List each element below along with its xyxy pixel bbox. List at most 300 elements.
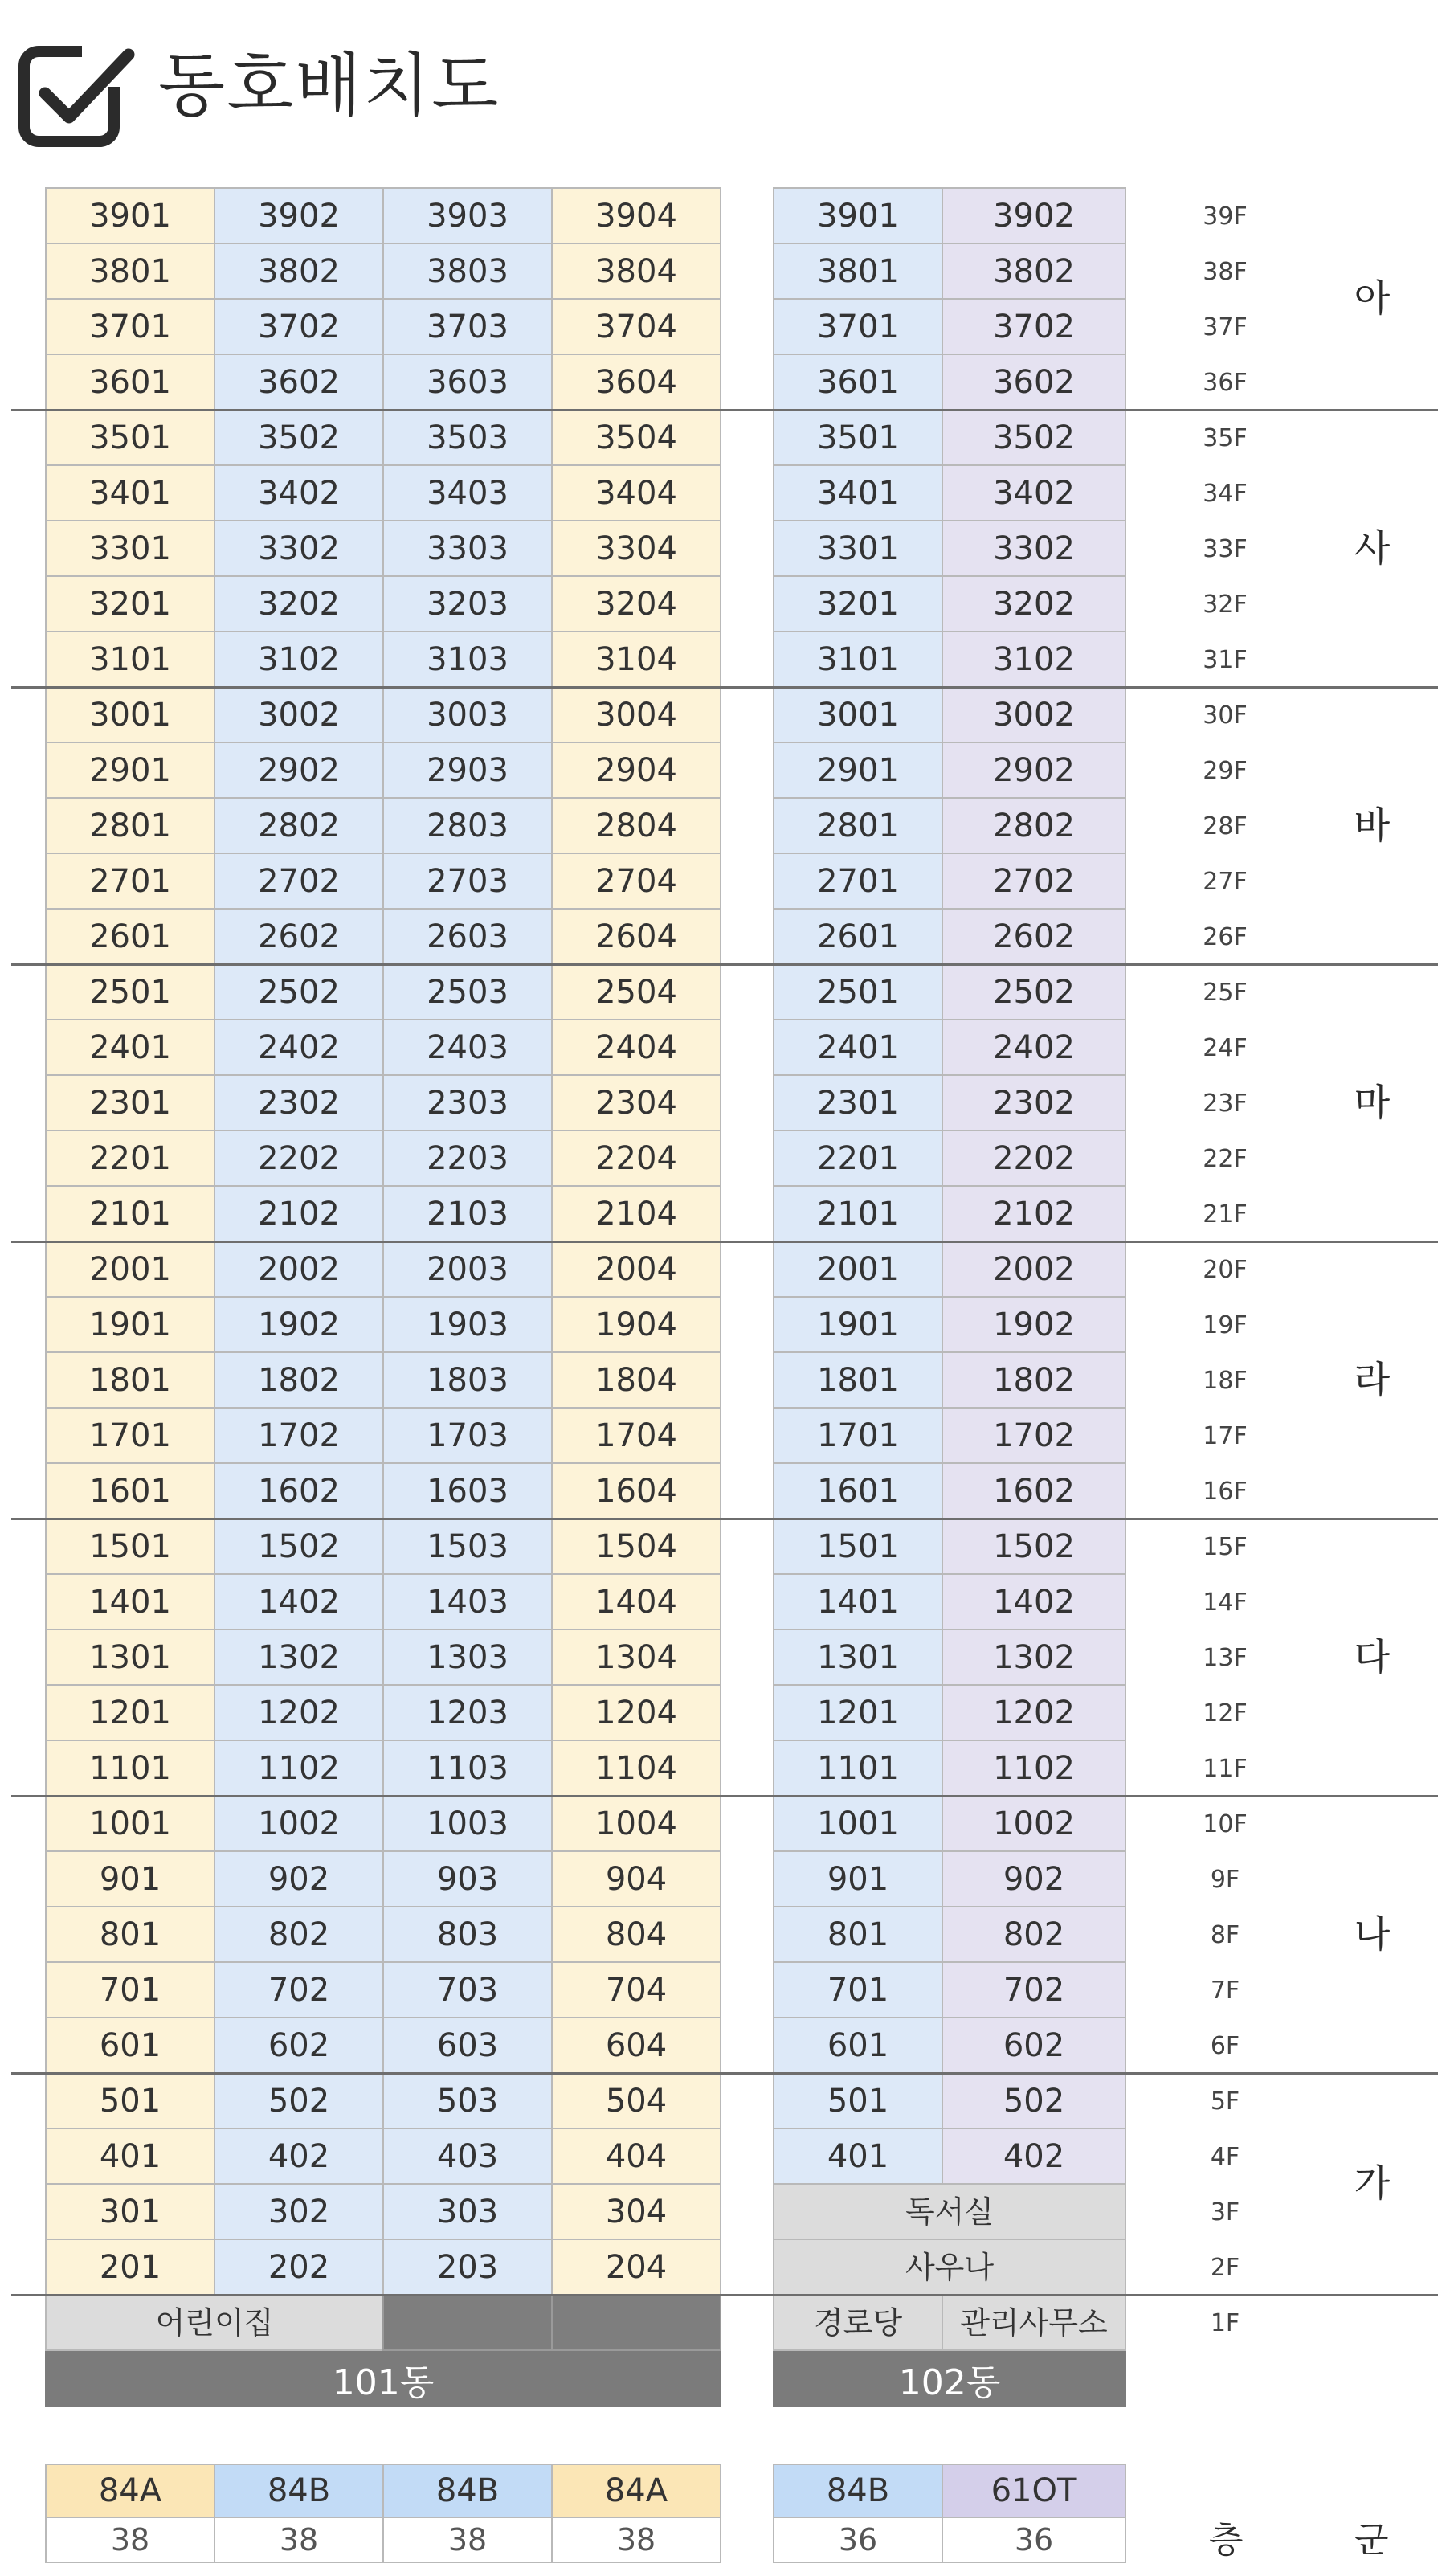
unit-cell[interactable]: 1604 [551,1462,721,1519]
unit-cell[interactable]: 902 [214,1850,384,1907]
floor-label: 19F [1203,1311,1248,1339]
unit-cell[interactable]: 1802 [214,1351,384,1409]
unit-cell[interactable]: 2801 [773,797,943,854]
group-column-label: 군 [1354,2520,1389,2561]
unit-cell[interactable]: 2002 [214,1241,384,1298]
unit-cell[interactable]: 2304 [551,1074,721,1131]
page-title: 동호배치도 [158,46,500,126]
unit-cell[interactable]: 3903 [382,187,553,244]
unit-cell[interactable]: 2802 [942,797,1126,854]
unit-cell[interactable]: 3904 [551,187,721,244]
unit-cell[interactable]: 1003 [382,1795,553,1852]
floor-group-label: 사 [1354,525,1391,570]
unit-cell[interactable]: 1501 [45,1518,215,1575]
floor-group-label: 아 [1354,276,1391,320]
unit-cell[interactable]: 1504 [551,1518,721,1575]
floor-label: 1F [1210,2309,1240,2337]
unit-cell[interactable]: 3301 [45,520,215,577]
unit-cell[interactable]: 3403 [382,464,553,521]
group-divider [11,686,1438,689]
unit-cell[interactable]: 1902 [214,1296,384,1353]
floor-label: 39F [1203,202,1248,231]
unit-cell[interactable]: 702 [942,1961,1126,2018]
unit-cell[interactable]: 3103 [382,631,553,688]
unit-cell[interactable]: 1904 [551,1296,721,1353]
unit-cell[interactable]: 3701 [45,298,215,355]
unit-cell[interactable]: 1803 [382,1351,553,1409]
unit-cell[interactable]: 3302 [942,520,1126,577]
floor-label: 9F [1210,1866,1240,1894]
unit-cell[interactable]: 402 [942,2128,1126,2185]
unit-cell[interactable]: 3802 [214,243,384,300]
floor-group-label: 나 [1354,1912,1391,1956]
unit-cell[interactable]: 2201 [45,1130,215,1187]
floor-label: 23F [1203,1090,1248,1118]
floor-label: 10F [1203,1810,1248,1838]
unit-cell[interactable]: 1101 [773,1740,943,1797]
unit-cell[interactable]: 1903 [382,1296,553,1353]
unit-cell[interactable]: 2601 [45,908,215,965]
unit-cell[interactable]: 2401 [773,1019,943,1076]
unit-cell[interactable]: 3801 [45,243,215,300]
unit-cell[interactable]: 3102 [214,631,384,688]
unit-cell[interactable]: 3101 [773,631,943,688]
floor-label: 6F [1210,2032,1240,2060]
unit-cell[interactable]: 3001 [773,686,943,743]
unit-cell[interactable]: 902 [942,1850,1126,1907]
unit-cell[interactable]: 2702 [942,853,1126,910]
unit-cell[interactable]: 2702 [214,853,384,910]
unit-cell[interactable]: 1801 [45,1351,215,1409]
floor-label: 36F [1203,369,1248,397]
unit-cell[interactable]: 502 [214,2072,384,2129]
unit-cell[interactable]: 401 [773,2128,943,2185]
unit-cell[interactable]: 2902 [214,742,384,799]
unit-cell[interactable]: 3404 [551,464,721,521]
unit-cell[interactable]: 802 [214,1906,384,1963]
floor-label: 22F [1203,1145,1248,1173]
ground-floor-empty [382,2294,553,2351]
unit-cell[interactable]: 1501 [773,1518,943,1575]
unit-cell[interactable]: 501 [45,2072,215,2129]
floor-group-label: 라 [1354,1357,1391,1401]
unit-count: 38 [214,2517,384,2563]
unit-cell[interactable]: 2901 [45,742,215,799]
unit-cell[interactable]: 3902 [214,187,384,244]
unit-cell[interactable]: 1303 [382,1629,553,1686]
unit-cell[interactable]: 2901 [773,742,943,799]
unit-cell[interactable]: 1101 [45,1740,215,1797]
unit-cell[interactable]: 3703 [382,298,553,355]
floor-label: 4F [1210,2143,1240,2171]
unit-cell[interactable]: 3004 [551,686,721,743]
unit-cell[interactable]: 1804 [551,1351,721,1409]
unit-cell[interactable]: 2301 [45,1074,215,1131]
unit-cell[interactable]: 1204 [551,1684,721,1741]
unit-cell[interactable]: 2603 [382,908,553,965]
floor-group-label: 다 [1354,1634,1391,1678]
unit-cell[interactable]: 2102 [942,1185,1126,1242]
floor-label: 33F [1203,535,1248,563]
unit-cell[interactable]: 3603 [382,354,553,411]
unit-cell[interactable]: 3601 [45,354,215,411]
unit-type-label: 84B [773,2464,943,2518]
facility-cell: 독서실 [773,2183,1126,2240]
unit-cell[interactable]: 2103 [382,1185,553,1242]
checkbox-checked-icon [18,40,138,153]
unit-cell[interactable]: 2104 [551,1185,721,1242]
unit-count: 36 [942,2517,1126,2563]
floor-label: 3F [1210,2198,1240,2226]
floor-label: 13F [1203,1644,1248,1672]
unit-cell[interactable]: 2001 [45,1241,215,1298]
unit-cell[interactable]: 2802 [214,797,384,854]
unit-cell[interactable]: 2203 [382,1130,553,1187]
unit-cell[interactable]: 1004 [551,1795,721,1852]
unit-cell[interactable]: 1801 [773,1351,943,1409]
ground-floor-facility: 어린이집 [45,2294,384,2351]
floor-label: 28F [1203,812,1248,840]
unit-cell[interactable]: 202 [214,2239,384,2296]
unit-cell[interactable]: 1902 [942,1296,1126,1353]
unit-cell[interactable]: 2301 [773,1074,943,1131]
unit-cell[interactable]: 3104 [551,631,721,688]
unit-cell[interactable]: 3202 [942,575,1126,632]
unit-cell[interactable]: 403 [382,2128,553,2185]
unit-cell[interactable]: 3803 [382,243,553,300]
floor-column-label: 층 [1209,2520,1244,2561]
unit-cell[interactable]: 2302 [942,1074,1126,1131]
floor-label: 5F [1210,2087,1240,2116]
unit-cell[interactable]: 3501 [773,409,943,466]
unit-cell[interactable]: 2101 [45,1185,215,1242]
unit-cell[interactable]: 3003 [382,686,553,743]
unit-cell[interactable]: 504 [551,2072,721,2129]
unit-cell[interactable]: 3201 [45,575,215,632]
unit-cell[interactable]: 1802 [942,1351,1126,1409]
unit-cell[interactable]: 3804 [551,243,721,300]
floor-label: 29F [1203,757,1248,785]
unit-cell[interactable]: 2101 [773,1185,943,1242]
unit-cell[interactable]: 1202 [214,1684,384,1741]
unit-cell[interactable]: 701 [773,1961,943,2018]
unit-cell[interactable]: 2902 [942,742,1126,799]
unit-cell[interactable]: 1002 [942,1795,1126,1852]
unit-cell[interactable]: 2503 [382,963,553,1020]
unit-cell[interactable]: 204 [551,2239,721,2296]
unit-cell[interactable]: 1901 [45,1296,215,1353]
page-header [18,34,660,146]
group-divider [11,1795,1438,1797]
unit-cell[interactable]: 3203 [382,575,553,632]
unit-cell[interactable]: 2102 [214,1185,384,1242]
unit-cell[interactable]: 2903 [382,742,553,799]
unit-cell[interactable]: 1001 [773,1795,943,1852]
unit-cell[interactable]: 2601 [773,908,943,965]
unit-cell[interactable]: 1703 [382,1407,553,1464]
unit-cell[interactable]: 702 [214,1961,384,2018]
unit-cell[interactable]: 1301 [45,1629,215,1686]
unit-cell[interactable]: 2003 [382,1241,553,1298]
unit-cell[interactable]: 804 [551,1906,721,1963]
unit-cell[interactable]: 3402 [214,464,384,521]
unit-cell[interactable]: 2404 [551,1019,721,1076]
unit-cell[interactable]: 2002 [942,1241,1126,1298]
unit-cell[interactable]: 3704 [551,298,721,355]
unit-cell[interactable]: 3902 [942,187,1126,244]
building-name-bar: 102동 [773,2351,1126,2407]
unit-cell[interactable]: 1503 [382,1518,553,1575]
unit-cell[interactable]: 3504 [551,409,721,466]
unit-cell[interactable]: 604 [551,2017,721,2074]
unit-cell[interactable]: 1201 [45,1684,215,1741]
unit-cell[interactable]: 2801 [45,797,215,854]
group-divider [11,2294,1438,2296]
unit-cell[interactable]: 2004 [551,1241,721,1298]
unit-cell[interactable]: 601 [773,2017,943,2074]
floor-label: 26F [1203,923,1248,951]
unit-cell[interactable]: 1201 [773,1684,943,1741]
unit-cell[interactable]: 2403 [382,1019,553,1076]
unit-cell[interactable]: 802 [942,1906,1126,1963]
unit-cell[interactable]: 3503 [382,409,553,466]
unit-cell[interactable]: 1602 [942,1462,1126,1519]
unit-cell[interactable]: 1102 [214,1740,384,1797]
unit-cell[interactable]: 304 [551,2183,721,2240]
unit-cell[interactable]: 3101 [45,631,215,688]
unit-count: 38 [382,2517,553,2563]
floor-label: 32F [1203,591,1248,619]
unit-cell[interactable]: 1402 [942,1573,1126,1630]
floor-label: 18F [1203,1367,1248,1395]
unit-cell[interactable]: 303 [382,2183,553,2240]
unit-cell[interactable]: 3601 [773,354,943,411]
unit-cell[interactable]: 2501 [45,963,215,1020]
unit-cell[interactable]: 2604 [551,908,721,965]
unit-cell[interactable]: 3602 [942,354,1126,411]
unit-cell[interactable]: 2904 [551,742,721,799]
unit-cell[interactable]: 3702 [214,298,384,355]
unit-cell[interactable]: 302 [214,2183,384,2240]
unit-cell[interactable]: 602 [942,2017,1126,2074]
floor-label: 2F [1210,2254,1240,2282]
unit-cell[interactable]: 1103 [382,1740,553,1797]
unit-cell[interactable]: 701 [45,1961,215,2018]
unit-cell[interactable]: 903 [382,1850,553,1907]
unit-cell[interactable]: 3604 [551,354,721,411]
unit-cell[interactable]: 703 [382,1961,553,2018]
unit-cell[interactable]: 2701 [45,853,215,910]
ground-floor-facility: 경로당 [773,2294,943,2351]
unit-cell[interactable]: 1403 [382,1573,553,1630]
floor-label: 37F [1203,313,1248,341]
unit-cell[interactable]: 1601 [773,1462,943,1519]
unit-cell[interactable]: 1301 [773,1629,943,1686]
unit-cell[interactable]: 1702 [214,1407,384,1464]
unit-cell[interactable]: 2602 [214,908,384,965]
unit-cell[interactable]: 2303 [382,1074,553,1131]
group-divider [11,2072,1438,2075]
unit-cell[interactable]: 404 [551,2128,721,2185]
floor-label: 14F [1203,1589,1248,1617]
ground-floor-facility: 관리사무소 [942,2294,1126,2351]
floor-label: 17F [1203,1422,1248,1450]
unit-cell[interactable]: 1901 [773,1296,943,1353]
unit-cell[interactable]: 2302 [214,1074,384,1131]
unit-cell[interactable]: 1402 [214,1573,384,1630]
unit-cell[interactable]: 2001 [773,1241,943,1298]
unit-type-label: 84B [382,2464,553,2518]
unit-type-label: 84A [551,2464,721,2518]
unit-cell[interactable]: 904 [551,1850,721,1907]
unit-cell[interactable]: 3502 [942,409,1126,466]
unit-cell[interactable]: 2703 [382,853,553,910]
unit-cell[interactable]: 2402 [214,1019,384,1076]
unit-cell[interactable]: 1002 [214,1795,384,1852]
unit-cell[interactable]: 1502 [214,1518,384,1575]
unit-cell[interactable]: 3402 [942,464,1126,521]
unit-cell[interactable]: 1001 [45,1795,215,1852]
unit-cell[interactable]: 901 [773,1850,943,1907]
unit-cell[interactable]: 603 [382,2017,553,2074]
unit-cell[interactable]: 3502 [214,409,384,466]
unit-cell[interactable]: 901 [45,1850,215,1907]
unit-cell[interactable]: 3401 [773,464,943,521]
unit-cell[interactable]: 3304 [551,520,721,577]
unit-cell[interactable]: 502 [942,2072,1126,2129]
floor-label: 16F [1203,1478,1248,1506]
unit-cell[interactable]: 3702 [942,298,1126,355]
unit-cell[interactable]: 3801 [773,243,943,300]
unit-cell[interactable]: 2402 [942,1019,1126,1076]
unit-cell[interactable]: 1701 [45,1407,215,1464]
unit-cell[interactable]: 2502 [214,963,384,1020]
group-divider [11,1518,1438,1520]
unit-cell[interactable]: 1601 [45,1462,215,1519]
unit-type-label: 84A [45,2464,215,2518]
unit-cell[interactable]: 801 [773,1906,943,1963]
unit-cell[interactable]: 3302 [214,520,384,577]
unit-count: 36 [773,2517,943,2563]
group-divider [11,963,1438,966]
unit-cell[interactable]: 2204 [551,1130,721,1187]
floor-label: 27F [1203,868,1248,896]
unit-cell[interactable]: 1302 [214,1629,384,1686]
unit-cell[interactable]: 3102 [942,631,1126,688]
unit-cell[interactable]: 2401 [45,1019,215,1076]
floor-group-label: 가 [1354,2161,1391,2205]
unit-cell[interactable]: 3002 [214,686,384,743]
unit-cell[interactable]: 3202 [214,575,384,632]
building-name-bar: 101동 [45,2351,721,2407]
unit-cell[interactable]: 3901 [45,187,215,244]
unit-cell[interactable]: 1701 [773,1407,943,1464]
unit-cell[interactable]: 503 [382,2072,553,2129]
unit-cell[interactable]: 401 [45,2128,215,2185]
unit-count: 38 [551,2517,721,2563]
unit-cell[interactable]: 3002 [942,686,1126,743]
unit-cell[interactable]: 2202 [942,1130,1126,1187]
unit-cell[interactable]: 2504 [551,963,721,1020]
unit-count: 38 [45,2517,215,2563]
unit-cell[interactable]: 803 [382,1906,553,1963]
unit-cell[interactable]: 601 [45,2017,215,2074]
floor-group-label: 마 [1354,1080,1391,1124]
unit-cell[interactable]: 1404 [551,1573,721,1630]
unit-cell[interactable]: 3501 [45,409,215,466]
unit-cell[interactable]: 1704 [551,1407,721,1464]
unit-cell[interactable]: 3802 [942,243,1126,300]
unit-cell[interactable]: 602 [214,2017,384,2074]
unit-cell[interactable]: 501 [773,2072,943,2129]
floor-label: 12F [1203,1699,1248,1728]
unit-cell[interactable]: 3701 [773,298,943,355]
unit-cell[interactable]: 1602 [214,1462,384,1519]
floor-label: 15F [1203,1533,1248,1561]
unit-cell[interactable]: 1302 [942,1629,1126,1686]
floor-group-label: 바 [1354,803,1391,847]
floor-label: 30F [1203,701,1248,730]
unit-cell[interactable]: 1202 [942,1684,1126,1741]
unit-cell[interactable]: 2803 [382,797,553,854]
floor-label: 7F [1210,1977,1240,2005]
unit-cell[interactable]: 2502 [942,963,1126,1020]
group-divider [11,1241,1438,1243]
facility-cell: 사우나 [773,2239,1126,2296]
unit-cell[interactable]: 3602 [214,354,384,411]
unit-cell[interactable]: 1502 [942,1518,1126,1575]
floor-label: 35F [1203,424,1248,452]
floor-label: 34F [1203,480,1248,508]
unit-cell[interactable]: 1603 [382,1462,553,1519]
unit-cell[interactable]: 3401 [45,464,215,521]
unit-cell[interactable]: 3901 [773,187,943,244]
floor-label: 38F [1203,258,1248,286]
floor-label: 24F [1203,1034,1248,1062]
unit-cell[interactable]: 801 [45,1906,215,1963]
unit-cell[interactable]: 2704 [551,853,721,910]
floor-label: 8F [1210,1921,1240,1949]
unit-cell[interactable]: 3303 [382,520,553,577]
unit-cell[interactable]: 402 [214,2128,384,2185]
unit-cell[interactable]: 2202 [214,1130,384,1187]
unit-cell[interactable]: 2501 [773,963,943,1020]
unit-cell[interactable]: 1203 [382,1684,553,1741]
floor-label: 31F [1203,646,1248,674]
unit-cell[interactable]: 2804 [551,797,721,854]
unit-cell[interactable]: 2701 [773,853,943,910]
unit-cell[interactable]: 201 [45,2239,215,2296]
unit-cell[interactable]: 1102 [942,1740,1126,1797]
unit-cell[interactable]: 704 [551,1961,721,2018]
unit-cell[interactable]: 2602 [942,908,1126,965]
unit-cell[interactable]: 3001 [45,686,215,743]
unit-cell[interactable]: 1401 [773,1573,943,1630]
unit-cell[interactable]: 3301 [773,520,943,577]
unit-cell[interactable]: 1702 [942,1407,1126,1464]
unit-cell[interactable]: 3201 [773,575,943,632]
unit-cell[interactable]: 1104 [551,1740,721,1797]
unit-cell[interactable]: 2201 [773,1130,943,1187]
unit-cell[interactable]: 3204 [551,575,721,632]
floor-label: 11F [1203,1755,1248,1783]
unit-cell[interactable]: 1401 [45,1573,215,1630]
unit-type-label: 61OT [942,2464,1126,2518]
floor-label: 25F [1203,979,1248,1007]
unit-cell[interactable]: 203 [382,2239,553,2296]
unit-cell[interactable]: 1304 [551,1629,721,1686]
unit-cell[interactable]: 301 [45,2183,215,2240]
